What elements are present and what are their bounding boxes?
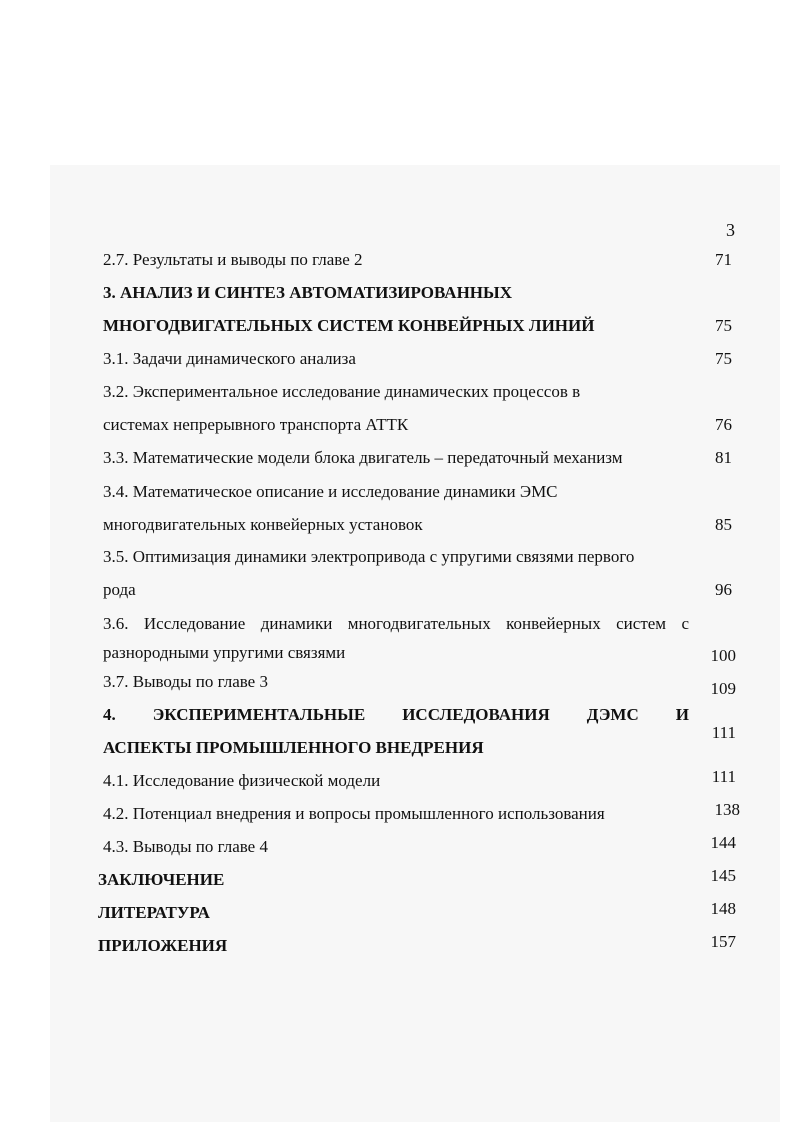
toc-word: ЭКСПЕРИМЕНТАЛЬНЫЕ xyxy=(152,705,366,724)
toc-page-4-1: 111 xyxy=(711,767,736,786)
toc-entry-3-6-line2: разнородными упругими связями xyxy=(103,643,346,662)
toc-chapter-4-line1 xyxy=(103,704,689,726)
toc-page-4-2: 138 xyxy=(714,800,740,819)
toc-page-chapter-3: 75 xyxy=(715,316,732,335)
toc-word: 3.6. xyxy=(103,614,129,633)
toc-entry-3-5-line2: рода xyxy=(103,580,136,599)
toc-page-2-7: 71 xyxy=(715,250,732,269)
toc-entry-3-1: 3.1. Задачи динамического анализа xyxy=(103,349,356,368)
toc-entry-4-2: 4.2. Потенциал внедрения и вопросы промышленного использования xyxy=(103,804,605,823)
toc-entry-3-2-line1: 3.2. Экспериментальное исследование динамических процессов в xyxy=(103,382,581,401)
toc-appendices: ПРИЛОЖЕНИЯ xyxy=(98,936,228,955)
toc-entry-4-1: 4.1. Исследование физической модели xyxy=(103,771,381,790)
toc-entry-3-4-line1: 3.4. Математическое описание и исследование динамики ЭМС xyxy=(103,482,558,501)
toc-entry-3-7: 3.7. Выводы по главе 3 xyxy=(103,672,268,691)
toc-page-3-2: 76 xyxy=(715,415,732,434)
toc-entry-3-3: 3.3. Математические модели блока двигатель – передаточный механизм xyxy=(103,448,623,467)
toc-word: динамики xyxy=(260,614,333,633)
toc-page-chapter-4: 111 xyxy=(711,723,736,742)
toc-word: Исследование xyxy=(143,614,246,633)
page-number: 3 xyxy=(726,220,735,240)
toc-entry-3-2-line2: системах непрерывного транспорта АТТК xyxy=(103,415,409,434)
toc-page-3-5: 96 xyxy=(715,580,732,599)
toc-entry-3-5-line1: 3.5. Оптимизация динамики электропривода с упругими связями первого xyxy=(103,547,635,566)
toc-page-conclusion: 145 xyxy=(710,866,736,885)
toc-page-appendices: 157 xyxy=(710,932,736,951)
toc-entry-4-3: 4.3. Выводы по главе 4 xyxy=(103,837,268,856)
toc-page-3-6: 100 xyxy=(710,646,736,665)
toc-literature: ЛИТЕРАТУРА xyxy=(98,903,210,922)
toc-word: ДЭМС xyxy=(586,705,639,724)
toc-page-3-3: 81 xyxy=(715,448,732,467)
toc-page-3-7: 109 xyxy=(710,679,736,698)
toc-page-4-3: 144 xyxy=(710,833,736,852)
toc-chapter-4-line2: АСПЕКТЫ ПРОМЫШЛЕННОГО ВНЕДРЕНИЯ xyxy=(103,738,484,757)
toc-conclusion: ЗАКЛЮЧЕНИЕ xyxy=(98,870,225,889)
toc-word: многодвигательных xyxy=(347,614,491,633)
toc-page-literature: 148 xyxy=(710,899,736,918)
toc-word: с xyxy=(681,614,689,633)
toc-word: конвейерных xyxy=(506,614,601,633)
toc-entry-3-6-line1 xyxy=(103,613,689,635)
toc-page-3-4: 85 xyxy=(715,515,732,534)
toc-word: 4. xyxy=(103,705,116,724)
toc-word: систем xyxy=(616,614,667,633)
toc-entry-3-4-line2: многодвигательных конвейерных установок xyxy=(103,515,423,534)
toc-chapter-3-line2: МНОГОДВИГАТЕЛЬНЫХ СИСТЕМ КОНВЕЙРНЫХ ЛИНИЙ xyxy=(103,316,595,335)
toc-chapter-3-line1: 3. АНАЛИЗ И СИНТЕЗ АВТОМАТИЗИРОВАННЫХ xyxy=(103,283,512,302)
toc-word: И xyxy=(675,705,689,724)
toc-entry-2-7: 2.7. Результаты и выводы по главе 2 xyxy=(103,250,363,269)
toc-word: ИССЛЕДОВАНИЯ xyxy=(402,705,550,724)
toc-page-3-1: 75 xyxy=(715,349,732,368)
